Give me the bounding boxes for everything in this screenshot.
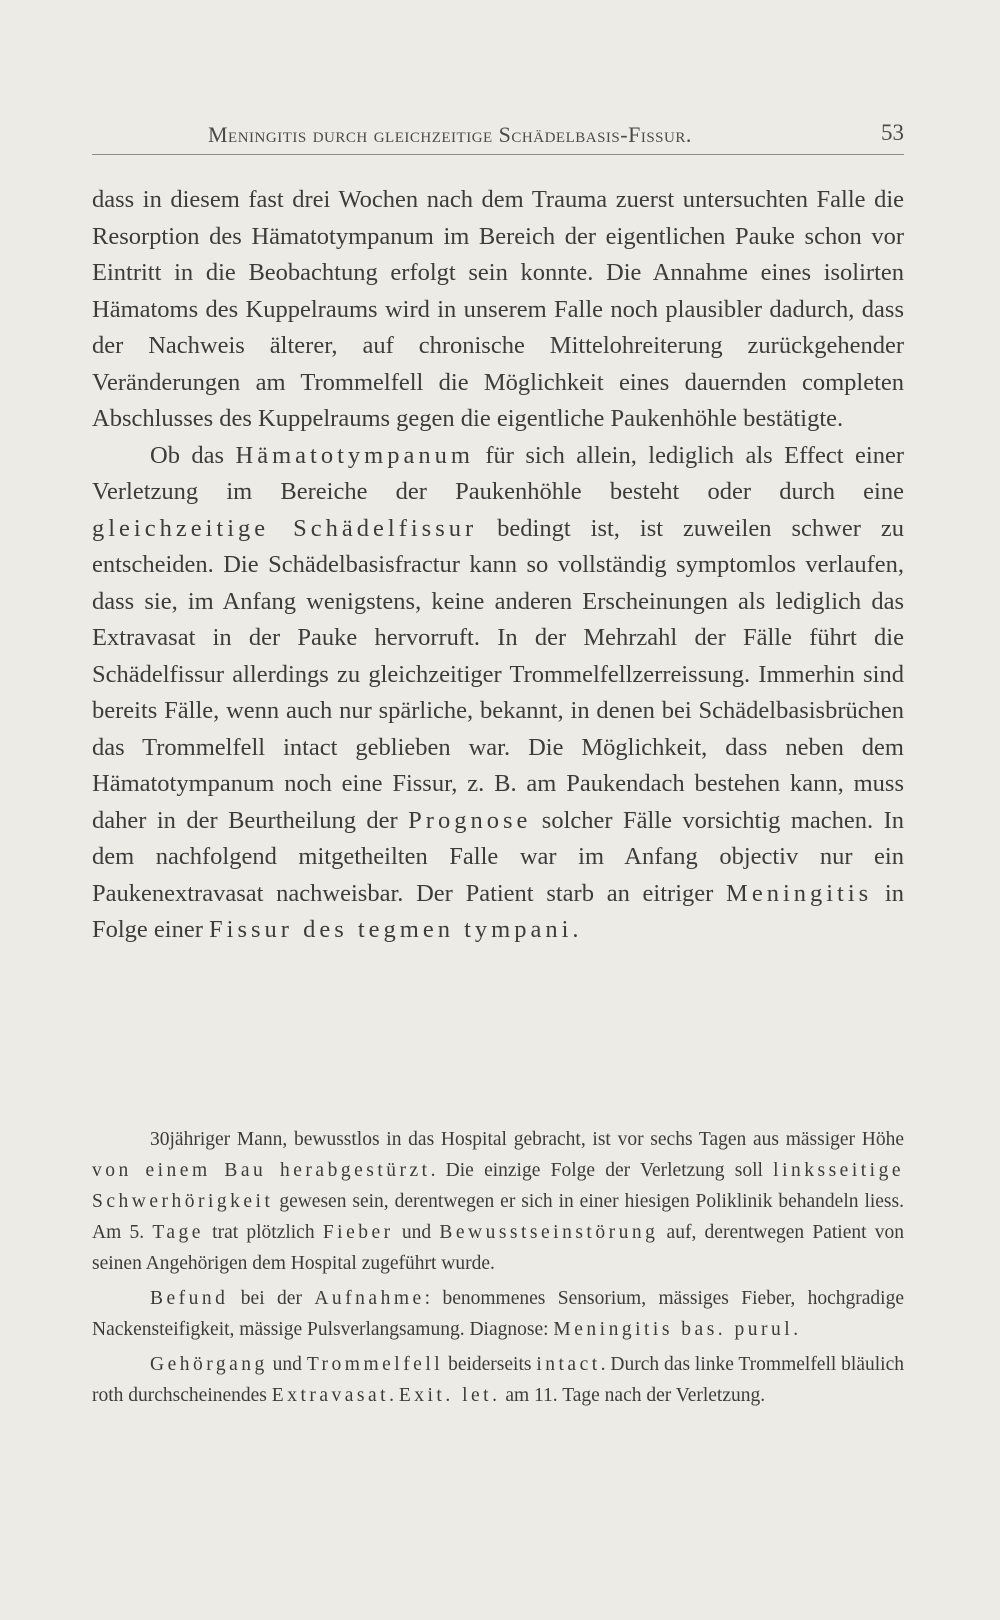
body-text [92, 182, 904, 949]
text-run: Ob das [150, 441, 236, 469]
text-run: . Durch das linke Trommelfell bläulich roth durchscheinendes [92, 1354, 904, 1406]
emphasis: Prognose [408, 806, 532, 834]
text-run: für sich allein, lediglich als Effect einer Verletzung im Bereiche der Paukenhöhle besteht oder durch eine [92, 441, 904, 505]
emphasis: Fissur des tegmen tympani [209, 916, 573, 943]
text-run: gewesen sein, derentwegen er sich in einer hiesigen Poliklinik behandeln liess. Am 5. [92, 1191, 904, 1243]
text-run: in Folge einer [92, 879, 904, 943]
text-run: bedingt ist, ist zuweilen schwer zu entscheiden. Die Schädelbasisfractur kann so vollständig symptomlos verlaufen, dass sie, im Anfang wenigstens, keine anderen Erscheinungen als lediglich das Extravasat in der Pauke hervorruft. In der Mehrzahl der Fälle führt die Schädelfissur allerdings zu gleichzeitiger Trommelfellzerreissung. Immerhin sind bereits Fälle, wenn auch nur spärliche, bekannt, in denen bei Schädelbasisbrüchen das Trommelfell intact geblieben war. Die Möglichkeit, dass neben dem Hämatotympanum noch eine Fissur, z. B. am Paukendach bestehen kann, muss daher in der Beurtheilung der [92, 514, 904, 834]
paragraph-continuation: dass in diesem fast drei Wochen nach dem Trauma zuerst untersuchten Falle die Resorption des Hämatotympanum im Bereich der eigentlichen Pauke schon vor Eintritt in die Beobachtung erfolgt sein konnte. Die Annahme eines isolirten Hämatoms des Kuppelraums wird in unserem Falle noch plausibler dadurch, dass der Nachweis älterer, auf chronische Mittelohreiterung zurückgehender Veränderungen am Trommelfell die Möglichkeit eines dauernden completen Abschlusses des Kuppelraums gegen die eigentliche Paukenhöhle bestätigte. [92, 186, 904, 432]
emphasis: Meningitis bas. purul. [553, 1319, 802, 1340]
emphasis: Exit. let. [398, 1385, 501, 1406]
emphasis: intact [536, 1354, 601, 1375]
emphasis: Bewusstseinstörung [439, 1222, 659, 1243]
text-run: beiderseits [443, 1354, 537, 1375]
paragraph-hamatotympanum [92, 438, 904, 949]
case-otoscopy [92, 1349, 904, 1411]
emphasis: Fieber [322, 1222, 394, 1243]
emphasis: von einem Bau herabgestürzt [92, 1160, 431, 1181]
text-run: . Die einzige Folge der Verletzung soll [430, 1160, 774, 1181]
text-run: auf, derentwegen Patient von seinen Angehörigen dem Hospital zugeführt wurde. [92, 1222, 904, 1274]
running-head: Meningitis durch gleichzeitige Schädelbasis-Fissur. [208, 122, 692, 147]
case-history [92, 1124, 904, 1279]
emphasis: linksseitige Schwerhörigkeit [92, 1160, 904, 1212]
case-report [92, 1124, 904, 1415]
emphasis: Befund [150, 1288, 229, 1309]
text-run: . [389, 1385, 399, 1406]
text-run: trat plötzlich [203, 1222, 323, 1243]
page-header [92, 118, 904, 155]
text-run: solcher Fälle vorsichtig machen. In dem nachfolgend mitgetheilten Falle war im Anfang objectiv nur ein Paukenextravasat nachweisbar. Der Patient starb an eitriger [92, 806, 904, 907]
text-run: und [393, 1222, 440, 1243]
emphasis: gleichzeitige Schädelfissur [92, 514, 478, 542]
page-number: 53 [881, 120, 904, 145]
text-run: 30jähriger Mann, bewusstlos in das Hospital gebracht, ist vor sechs Tagen aus mässiger Höhe [150, 1129, 904, 1150]
emphasis: Aufnahme [314, 1288, 425, 1309]
text-run: am 11. Tage nach der Verletzung. [500, 1385, 766, 1406]
text-run: . [572, 916, 579, 943]
text-run: und [267, 1354, 307, 1375]
emphasis: Gehörgang [150, 1354, 268, 1375]
emphasis: Extravasat [271, 1385, 390, 1406]
emphasis: Tage [152, 1222, 204, 1243]
text-run: bei der [228, 1288, 315, 1309]
emphasis: Meningitis [726, 879, 873, 907]
emphasis: Hämatotympanum [235, 441, 474, 469]
text-run: : benommenes Sensorium, mässiges Fieber, hochgradige Nackensteifigkeit, mässige Pulsverlangsamung. Diagnose: [92, 1288, 904, 1340]
case-findings [92, 1283, 904, 1345]
emphasis: Trommelfell [306, 1354, 444, 1375]
